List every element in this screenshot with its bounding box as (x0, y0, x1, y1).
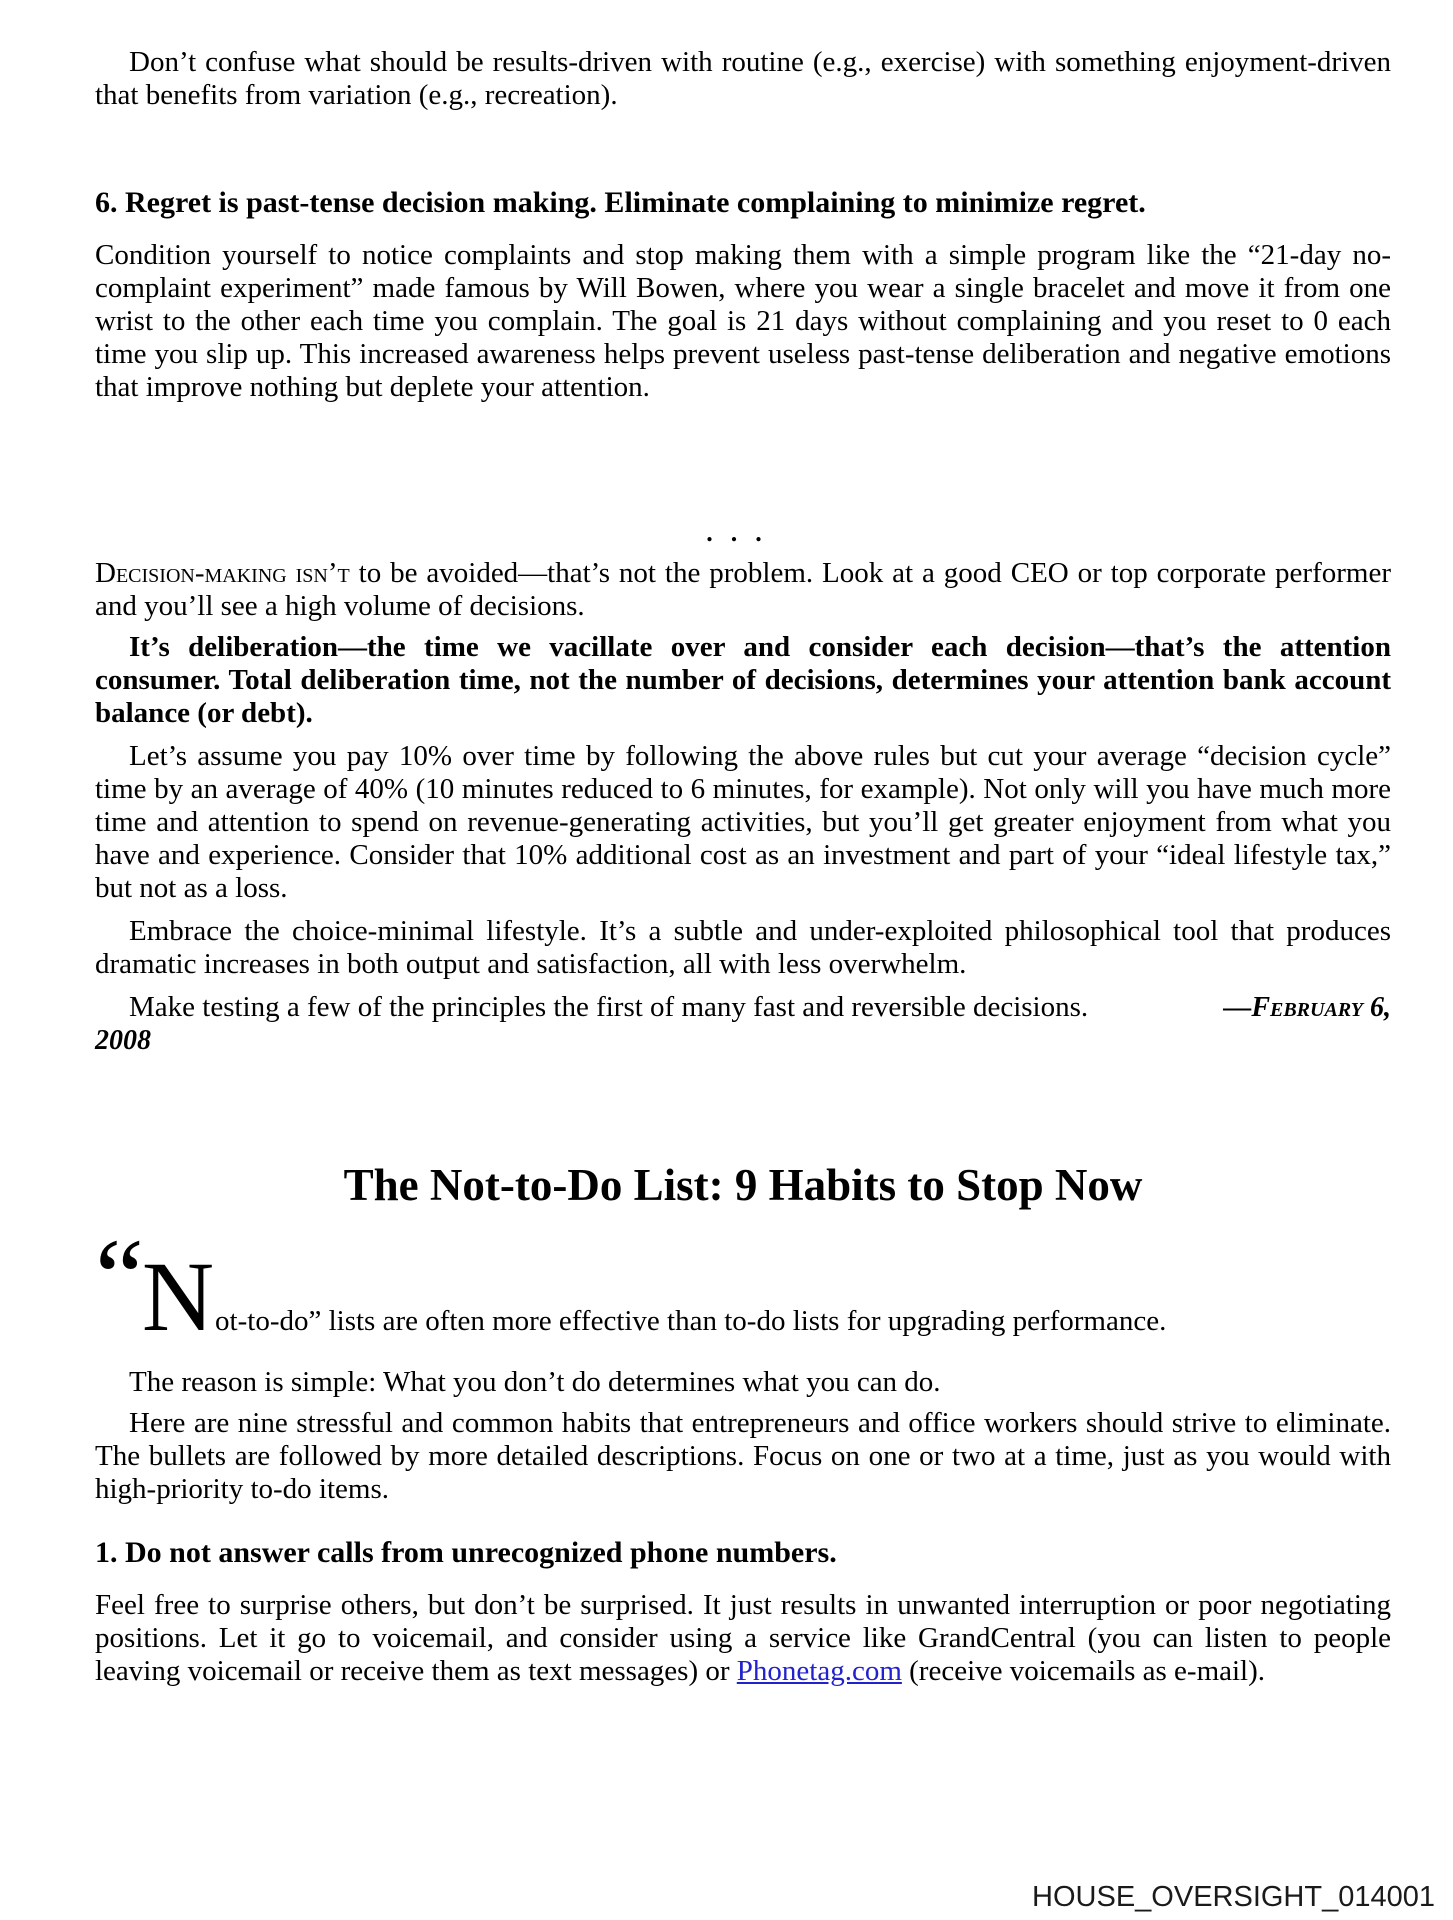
dropcap-letter-n: N (141, 1241, 215, 1352)
paragraph-embrace: Embrace the choice-minimal lifestyle. It’s a subtle and under-exploited philosophical tool that produces dramatic increases in both output and satisfaction, all with less overwhelm. (95, 915, 1391, 980)
smallcaps-lead: Decision-making isn’t (95, 557, 350, 589)
phonetag-link[interactable]: Phonetag.com (736, 1655, 902, 1687)
paragraph-make-testing (95, 991, 1391, 1024)
paragraph-reason-simple: The reason is simple: What you don’t do determines what you can do. (129, 1366, 941, 1398)
heading-habit-1: 1. Do not answer calls from unrecognized phone numbers. (95, 1536, 837, 1569)
attribution-year: 2008 (95, 1025, 151, 1056)
heading-rule-6: 6. Regret is past-tense decision making. Eliminate complaining to minimize regret. (95, 186, 1146, 219)
make-testing-text: Make testing a few of the principles the first of many fast and reversible decisions. (129, 991, 1089, 1023)
paragraph-deliberation: It’s deliberation—the time we vacillate over and consider each decision—that’s the attention consumer. Total deliberation time, not the number of decisions, determines your attention bank account balance (or debt). (95, 631, 1391, 729)
attribution-date: —February 6, (1223, 992, 1391, 1023)
feel-free-text-pre: Feel free to surprise others, but don’t be surprised. It just results in unwanted interruption or poor negotiating positions. Let it go to voicemail, and consider using a service like GrandCentral (you can listen to people leaving voicemail or receive them as text messages) or (95, 1589, 1391, 1687)
paragraph-condition-yourself: Condition yourself to notice complaints and stop making them with a simple program like the “21-day no-complaint experiment” made famous by Will Bowen, where you wear a single bracelet and move it from one wrist to the other each time you complain. The goal is 21 days without complaining and you reset to 0 each time you slip up. This increased awareness helps prevent useless past-tense deliberation and negative emotions that improve nothing but deplete your attention. (95, 239, 1391, 403)
paragraph-feel-free (95, 1589, 1391, 1688)
paragraph-decision-making (95, 557, 1391, 623)
chapter-title: The Not-to-Do List: 9 Habits to Stop Now (343, 1160, 1143, 1210)
paragraph-not-to-do-opening (95, 1216, 1391, 1352)
paragraph-decision-making-rest: to be avoided—that’s not the problem. Look at a good CEO or top corporate performer and you’ll see a high volume of decisions. (95, 557, 1391, 622)
section-divider-dots: ... (706, 518, 780, 547)
page-content (95, 46, 1391, 1688)
paragraph-here-are-nine: Here are nine stressful and common habits that entrepreneurs and office workers should strive to eliminate. The bullets are followed by more detailed descriptions. Focus on one or two at a time, just as you would with high-priority to-do items. (95, 1407, 1391, 1505)
paragraph-lets-assume: Let’s assume you pay 10% over time by following the above rules but cut your average “decision cycle” time by an average of 40% (10 minutes reduced to 6 minutes, for example). Not only will you have much more time and attention to spend on revenue-generating activities, but you’ll get greater enjoyment from what you have and experience. Consider that 10% additional cost as an investment and part of your “ideal lifestyle tax,” but not as a loss. (95, 740, 1391, 904)
feel-free-text-post: (receive voicemails as e-mail). (901, 1655, 1266, 1687)
bates-number: HOUSE_OVERSIGHT_014001 (1032, 1881, 1435, 1913)
opening-paragraph-rest: ot-to-do” lists are often more effective than to-do lists for upgrading performance. (215, 1305, 1167, 1337)
dropcap-open-quote: “ (95, 1216, 138, 1338)
paragraph-dont-confuse: Don’t confuse what should be results-driven with routine (e.g., exercise) with something enjoyment-driven that benefits from variation (e.g., recreation). (95, 46, 1391, 111)
